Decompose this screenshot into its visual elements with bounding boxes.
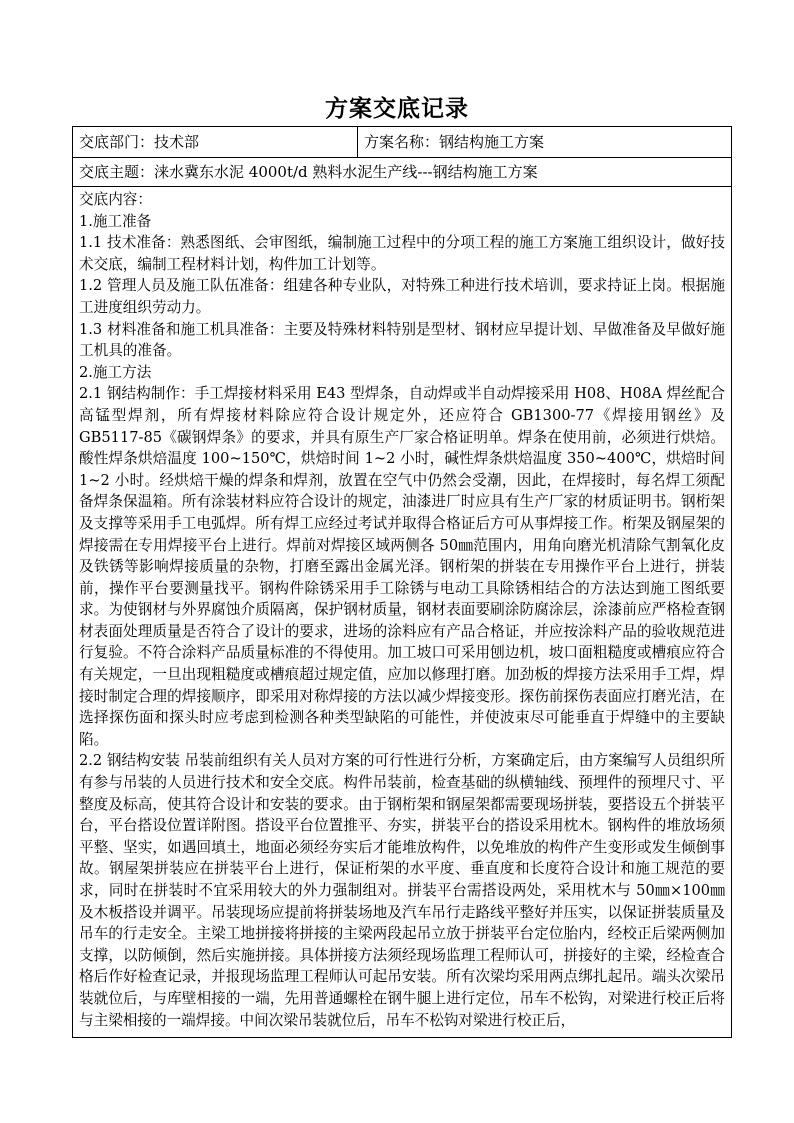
paragraph-2-1: 2.1 钢结构制作：手工焊接材料采用 E43 型焊条，自动焊或半自动焊接采用 H08、H08A 焊丝配合高锰型焊剂，所有焊接材料除应符合设计规定外，还应符合 GB1300-77《焊接用钢丝》及 GB5117-85《碳钢焊条》的要求，并具有原生产厂家合格证明单。焊条在使用前，必须进行烘焙。酸性焊条烘焙温度 100~150℃，烘焙时间 1~2 小时，碱性焊条烘焙温度 350~400℃，烘焙时间 1~2 小时。经烘焙干燥的焊条和焊剂，放置在空气中仍然会受潮，因此，在焊接时，每名焊工须配备焊条保温箱。所有涂装材料应符合设计的规定，油漆进厂时应具有生产厂家的材质证明书。钢桁架及支撑等采用手工电弧焊。所有焊工应经过考试并取得合格证后方可从事焊接工作。桁架及钢屋架的焊接需在专用焊接平台上进行。焊前对焊接区域两侧各 50㎜范围内，用角向磨光机清除气割氧化皮及铁锈等影响焊接质量的杂物，打磨至露出金属光泽。钢桁架的拼装在专用操作平台上进行，拼装前，操作平台要测量找平。钢构件除锈采用手工除锈与电动工具除锈相结合的方法达到施工图纸要求。为使钢材与外界腐蚀介质隔离，保护钢材质量，钢材表面要刷涂防腐涂层，涂漆前应严格检查钢材表面处理质量是否符合了设计的要求，进场的涂料应有产品合格证，并应按涂料产品的验收规范进行复验。不符合涂料产品质量标准的不得使用。加工坡口可采用刨边机，坡口面粗糙度或槽痕应符合有关规定，一旦出现粗糙度或槽痕超过规定值，应加以修理打磨。加劲板的焊接方法采用手工焊，焊接时制定合理的焊接顺序，即采用对称焊接的方法以减少焊接变形。探伤前探伤表面应打磨光洁，在选择探伤面和探头时应考虑到检测各种类型缺陷的可能性，并使波束尽可能垂直于焊缝中的主要缺陷。 — [79, 385, 725, 748]
section-heading-2: 2.施工方法 — [79, 363, 152, 381]
plan-name-cell: 方案名称：钢结构施工方案 — [364, 133, 545, 151]
department-cell: 交底部门：技术部 — [73, 127, 358, 157]
record-table — [72, 126, 732, 1038]
subject-row: 交底主题：涞水冀东水泥 4000t/d 熟料水泥生产线---钢结构施工方案 — [73, 158, 731, 187]
content-body — [79, 189, 725, 1031]
paragraph-1-1: 1.1 技术准备：熟悉图纸、会审图纸，编制施工过程中的分项工程的施工方案施工组织设计，做好技术交底，编制工程材料计划，构件加工计划等。 — [79, 234, 725, 273]
section-heading-1: 1.施工准备 — [79, 212, 152, 230]
content-label: 交底内容： — [79, 191, 152, 208]
page-title: 方案交底记录 — [325, 95, 469, 122]
paragraph-2-2: 2.2 钢结构安装 吊装前组织有关人员对方案的可行性进行分析，方案确定后，由方案编写人员组织所有参与吊装的人员进行技术和安全交底。构件吊装前，检查基础的纵横轴线、预埋件的预埋尺寸、平整度及标高，使其符合设计和安装的要求。由于钢桁架和钢屋架都需要现场拼装，要搭设五个拼装平台，平台搭设位置详附图。搭设平台位置推平、夯实，拼装平台的搭设采用枕木。钢构件的堆放场须平整、坚实，如遇回填土，地面必须经夯实后才能堆放构件，以免堆放的构件产生变形或发生倾倒事故。钢屋架拼装应在拼装平台上进行，保证桁架的水平度、垂直度和长度符合设计和施工规范的要求，同时在拼装时不宜采用较大的外力强制组对。拼装平台需搭设两处，采用枕木与 50㎜×100㎜ 及木板搭设并调平。吊装现场应提前将拼装场地及汽车吊行走路线平整好并压实，以保证拼装质量及吊车的行走安全。主梁工地拼接将拼接的主梁两段起吊立放于拼装平台定位胎内，经校正后梁两侧加支撑，以防倾倒，然后实施拼接。具体拼接方法须经现场监理工程师认可，拼接好的主梁，经检查合格后作好检查记录，并报现场监理工程师认可起吊安装。所有次梁均采用两点绑扎起吊。端头次梁吊装就位后，与库壁相接的一端，先用普通螺栓在钢牛腿上进行定位，吊车不松钩，对梁进行校正后将与主梁相接的一端焊接。中间次梁吊装就位后，吊车不松钩对梁进行校正后， — [79, 752, 725, 1029]
paragraph-1-3: 1.3 材料准备和施工机具准备：主要及特殊材料特别是型材、钢材应早提计划、早做准备及早做好施工机具的准备。 — [79, 320, 725, 360]
header-row — [73, 127, 731, 158]
paragraph-1-2: 1.2 管理人员及施工队伍准备：组建各种专业队，对特殊工种进行技术培训，要求持证上岗。根据施工进度组织劳动力。 — [79, 277, 725, 316]
